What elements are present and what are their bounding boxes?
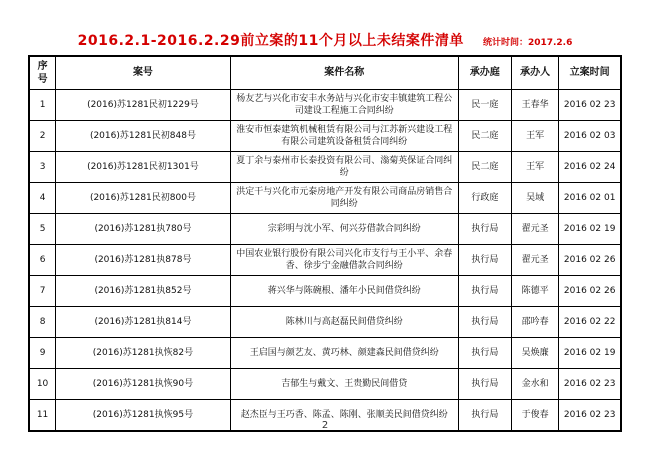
row-file-date: 2016 02 23	[559, 90, 621, 121]
row-case-name: 王启国与颜艺友、黄巧林、颜建森民间借贷纠纷	[230, 338, 458, 369]
table-row	[29, 152, 621, 183]
row-index: 3	[29, 152, 56, 183]
header-file-date: 立案时间	[559, 56, 621, 90]
header-index: 序号	[29, 56, 56, 90]
row-case-no: (2016)苏1281民初1229号	[56, 90, 231, 121]
row-case-no: (2016)苏1281执恢82号	[56, 338, 231, 369]
row-case-name: 中国农业银行股份有限公司兴化市支行与王小平、余春香、徐步宁金融借款合同纠纷	[230, 245, 458, 276]
row-case-no: (2016)苏1281执852号	[56, 276, 231, 307]
page-number: 2	[321, 420, 329, 431]
table-row	[29, 338, 621, 369]
table-row	[29, 90, 621, 121]
table-row	[29, 307, 621, 338]
row-case-name: 赵杰臣与王巧香、陈孟、陈刚、张顺美民间借贷纠纷	[230, 400, 458, 432]
document-header	[0, 30, 650, 50]
header-case-name: 案件名称	[230, 56, 458, 90]
stat-time-label: 统计时间：2017.2.6	[482, 38, 573, 48]
row-handler: 王军	[511, 152, 558, 183]
row-index: 6	[29, 245, 56, 276]
row-file-date: 2016 02 19	[559, 214, 621, 245]
case-table-body	[29, 90, 621, 432]
row-case-name: 蒋兴华与陈碗根、潘年小民间借贷纠纷	[230, 276, 458, 307]
row-index: 7	[29, 276, 56, 307]
row-case-no: (2016)苏1281执814号	[56, 307, 231, 338]
row-file-date: 2016 02 26	[559, 245, 621, 276]
row-case-no: (2016)苏1281执恢95号	[56, 400, 231, 432]
row-file-date: 2016 02 01	[559, 183, 621, 214]
row-court: 民二庭	[458, 121, 511, 152]
row-case-no: (2016)苏1281民初848号	[56, 121, 231, 152]
row-handler: 金水和	[511, 369, 558, 400]
page-title: 2016.2.1-2016.2.29前立案的11个月以上未结案件清单	[77, 33, 464, 49]
row-court: 执行局	[458, 400, 511, 432]
row-case-name: 杨友艺与兴化市安丰水务站与兴化市安丰镇建筑工程公司建设工程施工合同纠纷	[230, 90, 458, 121]
row-file-date: 2016 02 23	[559, 400, 621, 432]
row-index: 2	[29, 121, 56, 152]
table-row	[29, 245, 621, 276]
row-case-name: 陈林川与高赵磊民间借贷纠纷	[230, 307, 458, 338]
row-handler: 吴焕廉	[511, 338, 558, 369]
row-file-date: 2016 02 24	[559, 152, 621, 183]
case-table	[28, 55, 622, 432]
row-handler: 翟元圣	[511, 245, 558, 276]
table-row	[29, 183, 621, 214]
row-file-date: 2016 02 22	[559, 307, 621, 338]
row-case-no: (2016)苏1281执780号	[56, 214, 231, 245]
row-file-date: 2016 02 03	[559, 121, 621, 152]
row-file-date: 2016 02 23	[559, 369, 621, 400]
row-handler: 邵吟春	[511, 307, 558, 338]
row-index: 4	[29, 183, 56, 214]
row-case-name: 宗彩明与沈小军、何兴芬借款合同纠纷	[230, 214, 458, 245]
row-handler: 翟元圣	[511, 214, 558, 245]
header-court: 承办庭	[458, 56, 511, 90]
row-index: 11	[29, 400, 56, 432]
row-case-name: 淮安市恒泰建筑机械租赁有限公司与江苏新兴建设工程有限公司建筑设备租赁合同纠纷	[230, 121, 458, 152]
row-court: 执行局	[458, 276, 511, 307]
row-index: 10	[29, 369, 56, 400]
table-row	[29, 369, 621, 400]
row-court: 执行局	[458, 214, 511, 245]
row-index: 9	[29, 338, 56, 369]
header-case-no: 案号	[56, 56, 231, 90]
row-court: 民二庭	[458, 152, 511, 183]
header-handler: 承办人	[511, 56, 558, 90]
row-case-no: (2016)苏1281民初1301号	[56, 152, 231, 183]
row-court: 行政庭	[458, 183, 511, 214]
row-index: 8	[29, 307, 56, 338]
table-row	[29, 214, 621, 245]
row-file-date: 2016 02 26	[559, 276, 621, 307]
row-index: 5	[29, 214, 56, 245]
table-row	[29, 276, 621, 307]
row-index: 1	[29, 90, 56, 121]
row-case-name: 吉郁生与戴文、王贵勤民间借贷	[230, 369, 458, 400]
row-court: 执行局	[458, 369, 511, 400]
row-court: 执行局	[458, 307, 511, 338]
row-case-name: 洪定干与兴化市元泰房地产开发有限公司商品房销售合同纠纷	[230, 183, 458, 214]
row-handler: 于俊春	[511, 400, 558, 432]
table-row	[29, 121, 621, 152]
row-handler: 王春华	[511, 90, 558, 121]
row-handler: 王军	[511, 121, 558, 152]
row-case-no: (2016)苏1281民初800号	[56, 183, 231, 214]
row-court: 执行局	[458, 245, 511, 276]
row-court: 执行局	[458, 338, 511, 369]
row-case-no: (2016)苏1281执恢90号	[56, 369, 231, 400]
row-file-date: 2016 02 19	[559, 338, 621, 369]
table-header-row	[29, 56, 621, 90]
row-court: 民一庭	[458, 90, 511, 121]
row-case-no: (2016)苏1281执878号	[56, 245, 231, 276]
row-handler: 陈德平	[511, 276, 558, 307]
row-handler: 吴域	[511, 183, 558, 214]
row-case-name: 夏丁余与泰州市长泰投资有限公司、滃菊英保证合同纠纷	[230, 152, 458, 183]
